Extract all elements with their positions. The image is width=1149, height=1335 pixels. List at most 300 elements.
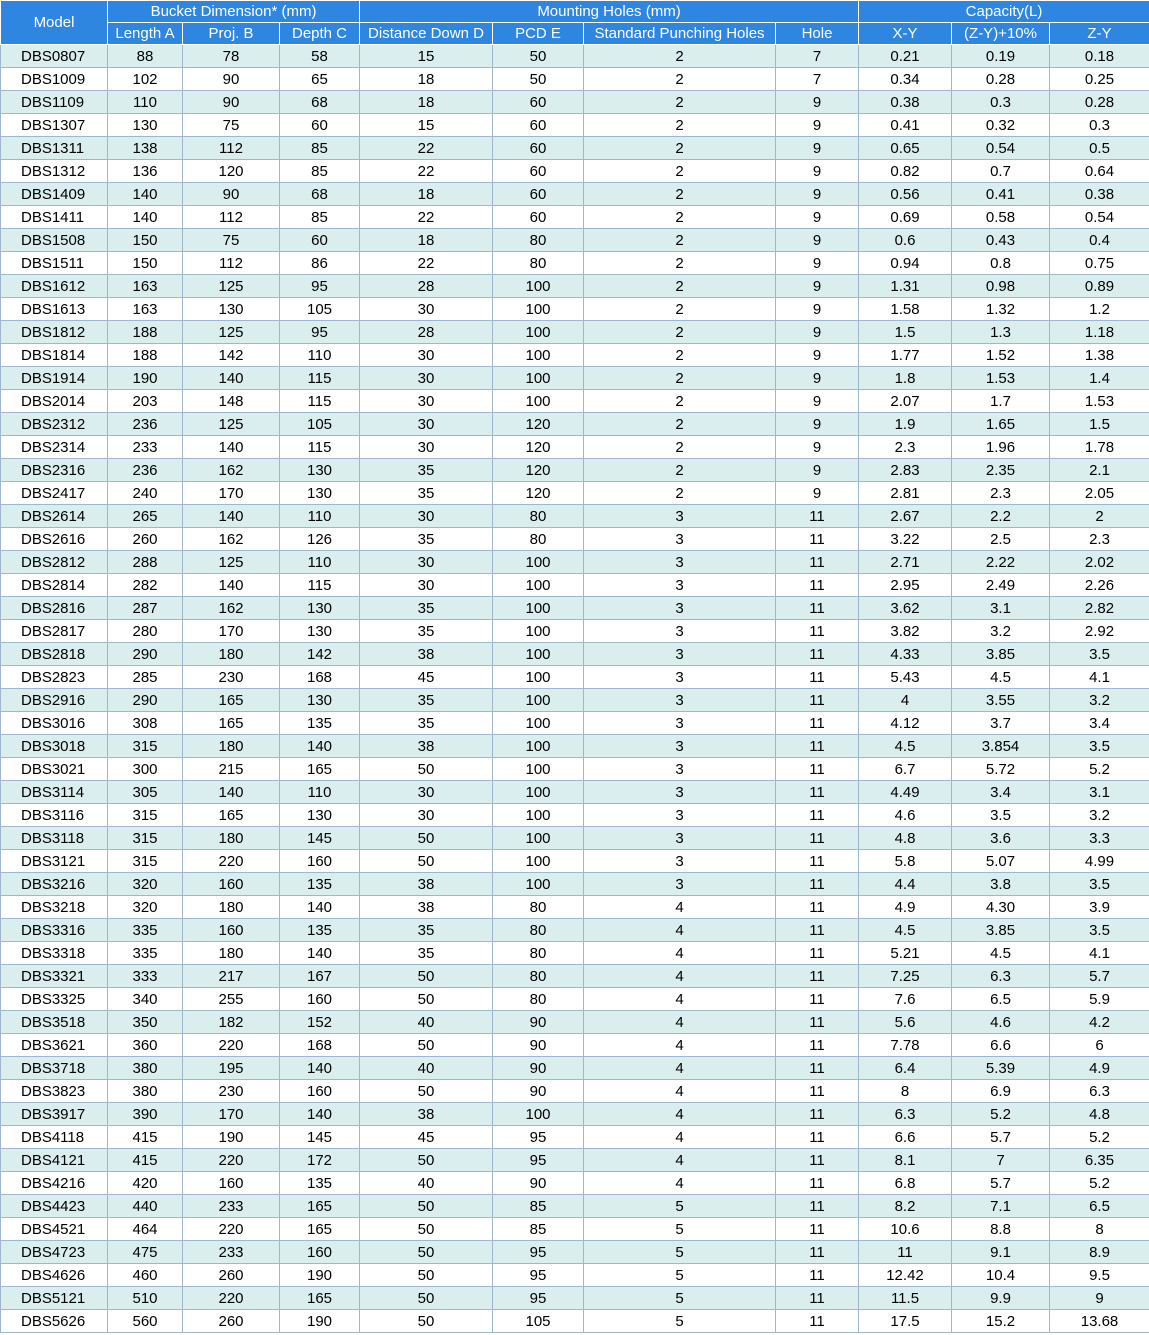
cell-depth-c: 168 [280,1034,360,1057]
cell-proj-b: 220 [183,1034,280,1057]
cell-pcd-e: 95 [493,1126,584,1149]
cell-proj-b: 255 [183,988,280,1011]
table-row [1,367,1149,390]
cell-hole: 11 [776,1287,859,1310]
cell-pcd-e: 100 [493,666,584,689]
cell-z-y-plus-10: 2.3 [952,482,1050,505]
cell-model: DBS2314 [1,436,108,459]
cell-proj-b: 140 [183,436,280,459]
cell-model: DBS1411 [1,206,108,229]
cell-standard-punching-holes: 4 [584,1126,776,1149]
cell-depth-c: 168 [280,666,360,689]
cell-z-y: 2 [1050,505,1149,528]
cell-z-y-plus-10: 2.49 [952,574,1050,597]
table-row [1,1011,1149,1034]
cell-model: DBS3325 [1,988,108,1011]
cell-distance-down-d: 50 [360,1264,493,1287]
table-row [1,436,1149,459]
cell-x-y: 10.6 [859,1218,952,1241]
cell-z-y: 3.1 [1050,781,1149,804]
cell-standard-punching-holes: 3 [584,781,776,804]
cell-model: DBS3114 [1,781,108,804]
cell-hole: 9 [776,390,859,413]
cell-proj-b: 162 [183,459,280,482]
cell-x-y: 2.07 [859,390,952,413]
cell-model: DBS3118 [1,827,108,850]
cell-proj-b: 182 [183,1011,280,1034]
cell-z-y-plus-10: 5.07 [952,850,1050,873]
cell-hole: 11 [776,896,859,919]
cell-x-y: 2.3 [859,436,952,459]
cell-model: DBS3917 [1,1103,108,1126]
cell-z-y: 9.5 [1050,1264,1149,1287]
cell-length-a: 288 [108,551,183,574]
cell-z-y: 3.5 [1050,919,1149,942]
cell-distance-down-d: 50 [360,1287,493,1310]
cell-hole: 11 [776,965,859,988]
cell-pcd-e: 95 [493,1241,584,1264]
table-row [1,873,1149,896]
cell-proj-b: 112 [183,137,280,160]
cell-x-y: 12.42 [859,1264,952,1287]
cell-proj-b: 125 [183,551,280,574]
cell-x-y: 7.25 [859,965,952,988]
cell-standard-punching-holes: 2 [584,367,776,390]
cell-hole: 11 [776,758,859,781]
cell-depth-c: 142 [280,643,360,666]
cell-z-y-plus-10: 4.5 [952,942,1050,965]
cell-standard-punching-holes: 4 [584,1011,776,1034]
cell-model: DBS3316 [1,919,108,942]
cell-distance-down-d: 28 [360,275,493,298]
cell-hole: 9 [776,229,859,252]
cell-depth-c: 165 [280,1218,360,1241]
cell-standard-punching-holes: 3 [584,758,776,781]
cell-standard-punching-holes: 5 [584,1241,776,1264]
cell-x-y: 2.81 [859,482,952,505]
cell-model: DBS2316 [1,459,108,482]
cell-proj-b: 125 [183,275,280,298]
cell-length-a: 560 [108,1310,183,1333]
cell-hole: 11 [776,712,859,735]
table-row [1,850,1149,873]
table-row [1,137,1149,160]
cell-distance-down-d: 38 [360,735,493,758]
cell-pcd-e: 120 [493,436,584,459]
cell-standard-punching-holes: 5 [584,1310,776,1333]
cell-standard-punching-holes: 2 [584,45,776,68]
cell-proj-b: 112 [183,252,280,275]
table-row [1,643,1149,666]
cell-depth-c: 110 [280,551,360,574]
cell-hole: 11 [776,1310,859,1333]
cell-x-y: 1.5 [859,321,952,344]
cell-depth-c: 190 [280,1264,360,1287]
cell-model: DBS2014 [1,390,108,413]
cell-length-a: 335 [108,942,183,965]
cell-z-y-plus-10: 0.54 [952,137,1050,160]
cell-distance-down-d: 50 [360,1034,493,1057]
table-row [1,91,1149,114]
cell-z-y: 0.5 [1050,137,1149,160]
cell-z-y: 1.78 [1050,436,1149,459]
cell-z-y: 4.2 [1050,1011,1149,1034]
cell-proj-b: 220 [183,850,280,873]
table-row [1,574,1149,597]
cell-depth-c: 130 [280,482,360,505]
cell-length-a: 138 [108,137,183,160]
cell-z-y: 3.2 [1050,689,1149,712]
cell-proj-b: 180 [183,827,280,850]
cell-z-y-plus-10: 1.96 [952,436,1050,459]
cell-z-y-plus-10: 7.1 [952,1195,1050,1218]
cell-hole: 11 [776,1264,859,1287]
cell-length-a: 140 [108,206,183,229]
col-depth-c: Depth C [280,23,360,45]
cell-depth-c: 140 [280,1103,360,1126]
cell-x-y: 0.41 [859,114,952,137]
cell-z-y-plus-10: 3.2 [952,620,1050,643]
cell-model: DBS2614 [1,505,108,528]
cell-depth-c: 130 [280,804,360,827]
cell-z-y-plus-10: 1.32 [952,298,1050,321]
cell-depth-c: 115 [280,367,360,390]
table-row [1,413,1149,436]
cell-x-y: 17.5 [859,1310,952,1333]
cell-pcd-e: 60 [493,160,584,183]
col-length-a: Length A [108,23,183,45]
cell-standard-punching-holes: 2 [584,390,776,413]
cell-z-y-plus-10: 3.854 [952,735,1050,758]
cell-standard-punching-holes: 3 [584,574,776,597]
cell-proj-b: 142 [183,344,280,367]
cell-depth-c: 85 [280,206,360,229]
cell-pcd-e: 85 [493,1195,584,1218]
cell-standard-punching-holes: 2 [584,114,776,137]
cell-length-a: 390 [108,1103,183,1126]
cell-length-a: 88 [108,45,183,68]
col-pcd-e: PCD E [493,23,584,45]
cell-hole: 11 [776,1195,859,1218]
cell-pcd-e: 100 [493,275,584,298]
cell-depth-c: 115 [280,436,360,459]
cell-standard-punching-holes: 3 [584,827,776,850]
cell-x-y: 0.65 [859,137,952,160]
cell-z-y: 0.4 [1050,229,1149,252]
cell-distance-down-d: 50 [360,850,493,873]
cell-standard-punching-holes: 4 [584,942,776,965]
cell-hole: 11 [776,827,859,850]
table-row [1,988,1149,1011]
cell-x-y: 4.5 [859,735,952,758]
cell-length-a: 315 [108,804,183,827]
cell-model: DBS2814 [1,574,108,597]
cell-model: DBS2916 [1,689,108,712]
cell-z-y-plus-10: 1.65 [952,413,1050,436]
table-row [1,1218,1149,1241]
cell-z-y: 4.1 [1050,666,1149,689]
cell-distance-down-d: 35 [360,528,493,551]
table-row [1,344,1149,367]
cell-z-y-plus-10: 4.6 [952,1011,1050,1034]
header-column-row [1,23,1149,45]
cell-depth-c: 160 [280,1241,360,1264]
cell-standard-punching-holes: 5 [584,1264,776,1287]
cell-distance-down-d: 22 [360,252,493,275]
cell-length-a: 340 [108,988,183,1011]
cell-distance-down-d: 30 [360,505,493,528]
cell-pcd-e: 120 [493,459,584,482]
cell-model: DBS2812 [1,551,108,574]
cell-distance-down-d: 30 [360,574,493,597]
cell-pcd-e: 80 [493,919,584,942]
model-header: Model [1,1,108,45]
table-row [1,45,1149,68]
cell-distance-down-d: 50 [360,988,493,1011]
cell-z-y-plus-10: 0.98 [952,275,1050,298]
cell-depth-c: 126 [280,528,360,551]
cell-length-a: 233 [108,436,183,459]
cell-pcd-e: 100 [493,689,584,712]
cell-standard-punching-holes: 2 [584,206,776,229]
cell-model: DBS2312 [1,413,108,436]
cell-z-y: 2.26 [1050,574,1149,597]
table-row [1,206,1149,229]
table-row [1,804,1149,827]
cell-distance-down-d: 30 [360,344,493,367]
cell-standard-punching-holes: 3 [584,873,776,896]
cell-depth-c: 60 [280,229,360,252]
cell-length-a: 420 [108,1172,183,1195]
cell-model: DBS4626 [1,1264,108,1287]
cell-standard-punching-holes: 5 [584,1195,776,1218]
cell-hole: 11 [776,942,859,965]
cell-depth-c: 130 [280,620,360,643]
cell-length-a: 236 [108,459,183,482]
cell-z-y: 4.1 [1050,942,1149,965]
cell-standard-punching-holes: 2 [584,229,776,252]
cell-model: DBS1009 [1,68,108,91]
cell-hole: 9 [776,275,859,298]
cell-z-y-plus-10: 3.5 [952,804,1050,827]
cell-standard-punching-holes: 2 [584,275,776,298]
cell-hole: 11 [776,1172,859,1195]
cell-distance-down-d: 38 [360,643,493,666]
table-row [1,1103,1149,1126]
cell-distance-down-d: 35 [360,712,493,735]
cell-z-y: 2.05 [1050,482,1149,505]
cell-model: DBS3318 [1,942,108,965]
cell-standard-punching-holes: 4 [584,1172,776,1195]
cell-z-y-plus-10: 0.19 [952,45,1050,68]
table-row [1,528,1149,551]
cell-length-a: 350 [108,1011,183,1034]
cell-standard-punching-holes: 2 [584,68,776,91]
cell-depth-c: 86 [280,252,360,275]
cell-x-y: 11 [859,1241,952,1264]
cell-depth-c: 110 [280,505,360,528]
table-row [1,597,1149,620]
cell-proj-b: 160 [183,919,280,942]
cell-length-a: 102 [108,68,183,91]
cell-x-y: 5.6 [859,1011,952,1034]
cell-z-y-plus-10: 3.7 [952,712,1050,735]
cell-model: DBS1613 [1,298,108,321]
cell-proj-b: 165 [183,689,280,712]
cell-hole: 11 [776,620,859,643]
cell-model: DBS4121 [1,1149,108,1172]
cell-x-y: 5.21 [859,942,952,965]
cell-z-y: 6.35 [1050,1149,1149,1172]
cell-proj-b: 220 [183,1149,280,1172]
cell-hole: 9 [776,436,859,459]
cell-length-a: 260 [108,528,183,551]
cell-z-y-plus-10: 3.85 [952,643,1050,666]
cell-distance-down-d: 40 [360,1011,493,1034]
cell-hole: 11 [776,1011,859,1034]
table-row [1,551,1149,574]
cell-model: DBS0807 [1,45,108,68]
cell-z-y: 0.38 [1050,183,1149,206]
cell-pcd-e: 100 [493,367,584,390]
cell-x-y: 4.6 [859,804,952,827]
cell-proj-b: 130 [183,298,280,321]
cell-pcd-e: 100 [493,735,584,758]
cell-length-a: 415 [108,1149,183,1172]
cell-hole: 11 [776,689,859,712]
table-body [1,45,1149,1333]
cell-distance-down-d: 30 [360,298,493,321]
col-z-y: Z-Y [1050,23,1149,45]
cell-z-y-plus-10: 0.32 [952,114,1050,137]
cell-x-y: 4.12 [859,712,952,735]
cell-x-y: 5.43 [859,666,952,689]
cell-proj-b: 160 [183,1172,280,1195]
cell-hole: 11 [776,1241,859,1264]
cell-proj-b: 140 [183,781,280,804]
cell-hole: 11 [776,551,859,574]
cell-length-a: 130 [108,114,183,137]
cell-length-a: 163 [108,275,183,298]
cell-z-y: 3.5 [1050,643,1149,666]
cell-distance-down-d: 35 [360,919,493,942]
cell-standard-punching-holes: 4 [584,988,776,1011]
table-row [1,1310,1149,1333]
cell-proj-b: 125 [183,413,280,436]
cell-standard-punching-holes: 3 [584,620,776,643]
cell-standard-punching-holes: 2 [584,459,776,482]
cell-length-a: 315 [108,850,183,873]
cell-distance-down-d: 38 [360,873,493,896]
cell-z-y-plus-10: 1.53 [952,367,1050,390]
cell-standard-punching-holes: 3 [584,712,776,735]
cell-x-y: 8.1 [859,1149,952,1172]
cell-depth-c: 135 [280,919,360,942]
cell-proj-b: 140 [183,367,280,390]
cell-length-a: 380 [108,1057,183,1080]
cell-proj-b: 230 [183,1080,280,1103]
cell-proj-b: 78 [183,45,280,68]
cell-z-y-plus-10: 1.7 [952,390,1050,413]
table-row [1,229,1149,252]
cell-pcd-e: 80 [493,505,584,528]
col-standard-punching-holes: Standard Punching Holes [584,23,776,45]
cell-hole: 9 [776,413,859,436]
cell-model: DBS3116 [1,804,108,827]
cell-depth-c: 130 [280,689,360,712]
cell-x-y: 7.78 [859,1034,952,1057]
cell-distance-down-d: 35 [360,689,493,712]
cell-standard-punching-holes: 3 [584,551,776,574]
cell-standard-punching-holes: 4 [584,1034,776,1057]
cell-standard-punching-holes: 3 [584,643,776,666]
cell-z-y: 6.3 [1050,1080,1149,1103]
cell-length-a: 475 [108,1241,183,1264]
cell-model: DBS3518 [1,1011,108,1034]
cell-pcd-e: 120 [493,413,584,436]
cell-proj-b: 140 [183,574,280,597]
cell-z-y-plus-10: 9.1 [952,1241,1050,1264]
cell-hole: 9 [776,298,859,321]
cell-depth-c: 145 [280,1126,360,1149]
cell-pcd-e: 120 [493,482,584,505]
cell-model: DBS4723 [1,1241,108,1264]
cell-z-y: 1.18 [1050,321,1149,344]
cell-distance-down-d: 45 [360,666,493,689]
cell-distance-down-d: 22 [360,137,493,160]
cell-hole: 9 [776,344,859,367]
cell-depth-c: 152 [280,1011,360,1034]
cell-depth-c: 65 [280,68,360,91]
table-row [1,758,1149,781]
cell-model: DBS1109 [1,91,108,114]
cell-distance-down-d: 35 [360,459,493,482]
cell-proj-b: 148 [183,390,280,413]
cell-z-y: 2.82 [1050,597,1149,620]
cell-length-a: 136 [108,160,183,183]
cell-length-a: 285 [108,666,183,689]
cell-standard-punching-holes: 4 [584,1149,776,1172]
cell-proj-b: 162 [183,528,280,551]
cell-distance-down-d: 50 [360,1241,493,1264]
cell-length-a: 320 [108,873,183,896]
cell-z-y-plus-10: 0.58 [952,206,1050,229]
cell-z-y: 3.9 [1050,896,1149,919]
cell-proj-b: 90 [183,91,280,114]
cell-depth-c: 130 [280,597,360,620]
cell-proj-b: 180 [183,643,280,666]
cell-standard-punching-holes: 2 [584,482,776,505]
cell-standard-punching-holes: 5 [584,1218,776,1241]
table-row [1,114,1149,137]
cell-z-y-plus-10: 5.2 [952,1103,1050,1126]
cell-x-y: 4.49 [859,781,952,804]
table-row [1,689,1149,712]
cell-depth-c: 165 [280,1287,360,1310]
cell-length-a: 190 [108,367,183,390]
cell-distance-down-d: 18 [360,183,493,206]
cell-standard-punching-holes: 4 [584,965,776,988]
cell-length-a: 280 [108,620,183,643]
cell-length-a: 464 [108,1218,183,1241]
cell-z-y: 4.8 [1050,1103,1149,1126]
cell-z-y: 5.2 [1050,1126,1149,1149]
cell-length-a: 460 [108,1264,183,1287]
cell-model: DBS2823 [1,666,108,689]
cell-hole: 9 [776,367,859,390]
cell-z-y: 0.28 [1050,91,1149,114]
table-row [1,390,1149,413]
